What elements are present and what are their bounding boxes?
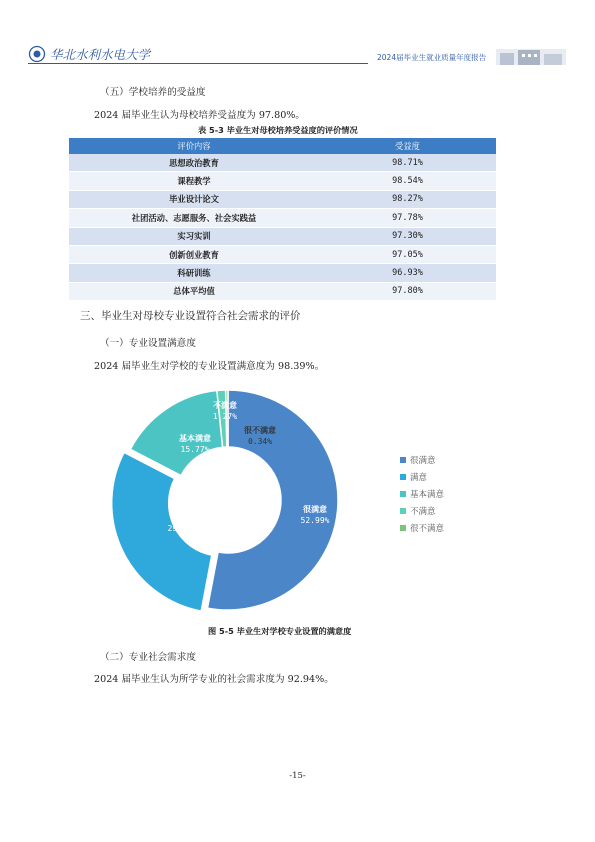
legend-label: 很满意 bbox=[410, 456, 436, 466]
table-row bbox=[69, 172, 496, 190]
row-value: 96.93% bbox=[319, 264, 496, 282]
table-header-value: 受益度 bbox=[319, 138, 496, 154]
paragraph: 2024 届毕业生认为所学专业的社会需求度为 92.94%。 bbox=[94, 674, 334, 685]
row-value: 97.78% bbox=[319, 209, 496, 227]
slice-value-label: 1.27% bbox=[212, 412, 238, 421]
row-item: 社团活动、志愿服务、社会实践益 bbox=[69, 209, 319, 227]
legend-label: 很不满意 bbox=[410, 524, 445, 534]
legend-swatch bbox=[400, 525, 406, 531]
figure-caption: 图 5-5 毕业生对学校专业设置的满意度 bbox=[208, 626, 352, 636]
table-header-row bbox=[69, 138, 496, 154]
benefit-table bbox=[69, 138, 496, 301]
slice-value-label: 29.63% bbox=[167, 524, 197, 533]
legend-swatch bbox=[400, 491, 406, 497]
table-row bbox=[69, 282, 496, 300]
row-value: 97.05% bbox=[319, 245, 496, 263]
legend-label: 基本满意 bbox=[410, 490, 445, 500]
table-row bbox=[69, 264, 496, 282]
slice-category-label: 很不满意 bbox=[244, 426, 276, 435]
legend-swatch bbox=[400, 508, 406, 514]
slice-value-label: 15.77% bbox=[180, 445, 210, 454]
paragraph: 2024 届毕业生对学校的专业设置满意度为 98.39%。 bbox=[94, 361, 325, 372]
row-item: 创新创业教育 bbox=[69, 245, 319, 263]
logo-text: 华北水利水电大学 bbox=[50, 47, 151, 62]
slice-category-label: 不满意 bbox=[213, 401, 237, 410]
row-value: 98.27% bbox=[319, 190, 496, 208]
section-heading: 三、毕业生对母校专业设置符合社会需求的评价 bbox=[80, 310, 301, 322]
legend-label: 不满意 bbox=[410, 507, 436, 517]
table-row bbox=[69, 227, 496, 245]
legend-swatch bbox=[400, 474, 406, 480]
slice-category-label: 基本满意 bbox=[179, 434, 211, 443]
row-item: 毕业设计论文 bbox=[69, 190, 319, 208]
subsection-heading: （二）专业社会需求度 bbox=[100, 652, 196, 663]
slice-value-label: 0.34% bbox=[247, 437, 273, 446]
subsection-heading: （一）专业设置满意度 bbox=[100, 338, 196, 349]
page-number: -15- bbox=[289, 771, 306, 781]
row-item: 课程教学 bbox=[69, 172, 319, 190]
donut-slice-1 bbox=[112, 452, 212, 611]
table-row bbox=[69, 154, 496, 172]
row-value: 97.80% bbox=[319, 282, 496, 300]
table-row bbox=[69, 245, 496, 263]
slice-value-label: 52.99% bbox=[300, 516, 330, 525]
row-value: 97.30% bbox=[319, 227, 496, 245]
satisfaction-donut-chart bbox=[110, 385, 480, 615]
paragraph: 2024 届毕业生认为母校培养受益度为 97.80%。 bbox=[94, 110, 306, 121]
table-header-item: 评价内容 bbox=[69, 138, 319, 154]
row-item: 思想政治教育 bbox=[69, 154, 319, 172]
header-rule bbox=[28, 63, 368, 64]
row-value: 98.54% bbox=[319, 172, 496, 190]
slice-category-label: 满意 bbox=[174, 513, 190, 522]
row-item: 实习实训 bbox=[69, 227, 319, 245]
row-item: 总体平均值 bbox=[69, 282, 319, 300]
table-row bbox=[69, 209, 496, 227]
row-item: 科研训练 bbox=[69, 264, 319, 282]
table-caption: 表 5-3 毕业生对母校培养受益度的评价情况 bbox=[198, 125, 358, 135]
legend-swatch bbox=[400, 457, 406, 463]
table-row bbox=[69, 190, 496, 208]
legend-label: 满意 bbox=[410, 473, 428, 483]
section-heading: （五）学校培养的受益度 bbox=[100, 87, 206, 98]
slice-category-label: 很满意 bbox=[303, 505, 327, 514]
report-title: 2024届毕业生就业质量年度报告 bbox=[377, 53, 487, 62]
university-logo bbox=[28, 44, 178, 64]
campus-building-image bbox=[496, 45, 566, 65]
row-value: 98.71% bbox=[319, 154, 496, 172]
